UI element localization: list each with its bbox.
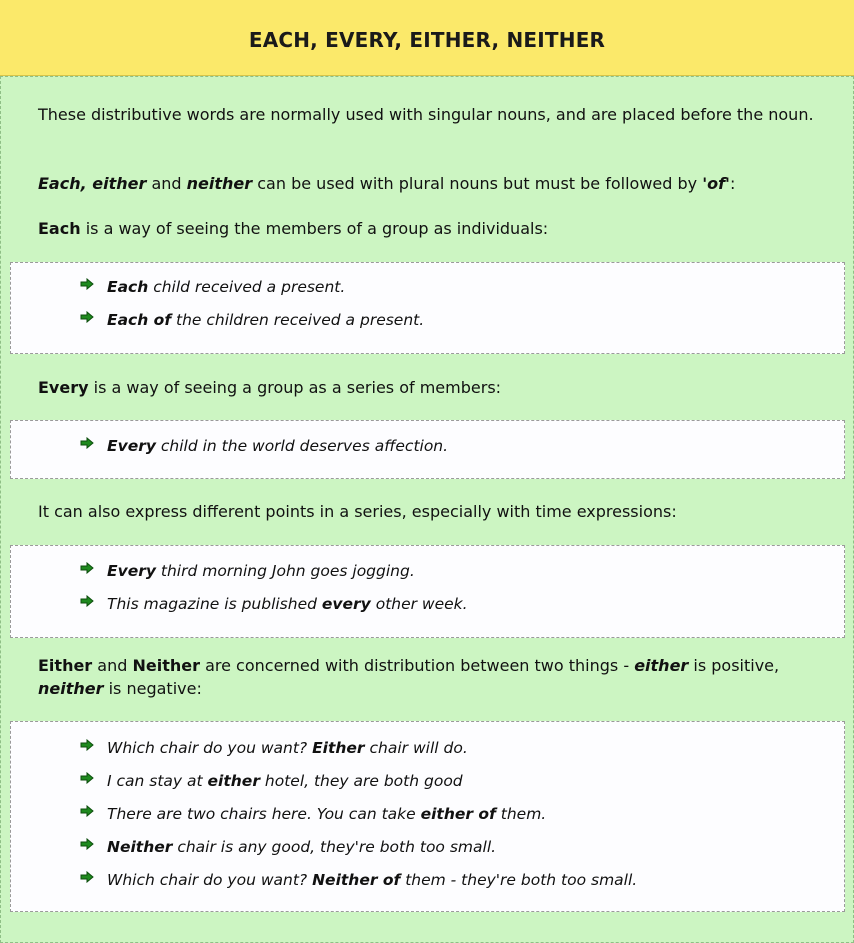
title-banner — [0, 0, 854, 76]
example-bold: either — [207, 772, 260, 790]
example-bold: Every — [107, 562, 156, 580]
example-pre: Which chair do you want? — [107, 871, 313, 889]
each-rule-text: is a way of seeing the members of a group as individuals: — [80, 219, 549, 238]
list-item — [107, 436, 448, 456]
either-rule-bold-1: Either — [38, 656, 93, 675]
list-item — [107, 870, 637, 890]
series-rule-paragraph: It can also express different points in a series, especially with time expressions: — [38, 502, 677, 521]
arrow-right-icon — [80, 871, 94, 883]
example-text: third morning John goes jogging. — [155, 562, 415, 580]
example-text: them. — [495, 805, 547, 823]
either-rule-text-1: and — [92, 656, 133, 675]
every-examples-box — [10, 420, 845, 479]
arrow-right-icon — [80, 838, 94, 850]
example-text: hotel, they are both good — [259, 772, 463, 790]
example-bold: Each of — [107, 311, 172, 329]
list-item — [107, 837, 496, 857]
example-bold: Each — [107, 278, 149, 296]
example-bold: Neither of — [312, 871, 401, 889]
list-item — [107, 277, 345, 297]
either-rule-paragraph — [38, 654, 831, 700]
either-rule-bold-3: either — [634, 656, 689, 675]
intro-paragraph: These distributive words are normally used with singular nouns, and are placed before the noun. — [38, 105, 814, 124]
either-rule-bold-2: Neither — [132, 656, 200, 675]
arrow-right-icon — [80, 278, 94, 290]
example-text: child received a present. — [148, 278, 346, 296]
plural-rule-text-2: can be used with plural nouns but must be followed by — [252, 174, 703, 193]
either-examples-box — [10, 721, 845, 912]
series-examples-box — [10, 545, 845, 638]
list-item — [107, 310, 424, 330]
each-rule-bold: Each — [38, 219, 81, 238]
example-pre: I can stay at — [107, 772, 208, 790]
every-rule-paragraph — [38, 376, 831, 399]
example-bold: Either — [312, 739, 365, 757]
arrow-right-icon — [80, 311, 94, 323]
example-pre: This magazine is published — [107, 595, 322, 613]
example-bold: Every — [107, 437, 156, 455]
every-rule-bold: Every — [38, 378, 89, 397]
arrow-right-icon — [80, 562, 94, 574]
plural-rule-bold-2: neither — [186, 174, 253, 193]
example-pre: Which chair do you want? — [107, 739, 313, 757]
plural-rule-of: 'of' — [702, 174, 730, 193]
either-rule-text-3: is positive, — [688, 656, 780, 675]
either-rule-bold-4: neither — [38, 679, 104, 698]
plural-rule-bold-1: Each, either — [38, 174, 147, 193]
page-title: EACH, EVERY, EITHER, NEITHER — [248, 28, 606, 52]
arrow-right-icon — [80, 437, 94, 449]
list-item — [107, 561, 415, 581]
content-panel — [0, 76, 854, 943]
arrow-right-icon — [80, 739, 94, 751]
arrow-right-icon — [80, 772, 94, 784]
example-text: them - they're both too small. — [400, 871, 638, 889]
example-text: chair will do. — [364, 739, 468, 757]
plural-rule-paragraph — [38, 172, 831, 195]
either-rule-text-2: are concerned with distribution between two things - — [200, 656, 635, 675]
plural-rule-text-1: and — [146, 174, 187, 193]
example-bold: every — [321, 595, 371, 613]
example-text: other week. — [370, 595, 468, 613]
list-item — [107, 738, 468, 758]
every-rule-text: is a way of seeing a group as a series of members: — [88, 378, 502, 397]
list-item — [107, 771, 463, 791]
either-rule-text-4: is negative: — [103, 679, 202, 698]
arrow-right-icon — [80, 595, 94, 607]
example-bold: Neither — [107, 838, 173, 856]
arrow-right-icon — [80, 805, 94, 817]
list-item — [107, 804, 546, 824]
list-item — [107, 594, 468, 614]
example-bold: either of — [420, 805, 496, 823]
each-examples-box — [10, 262, 845, 354]
example-pre: There are two chairs here. You can take — [107, 805, 421, 823]
example-text: chair is any good, they're both too small. — [172, 838, 497, 856]
example-text: child in the world deserves affection. — [155, 437, 449, 455]
plural-rule-text-3: : — [729, 174, 736, 193]
example-text: the children received a present. — [171, 311, 425, 329]
each-rule-paragraph — [38, 217, 831, 240]
